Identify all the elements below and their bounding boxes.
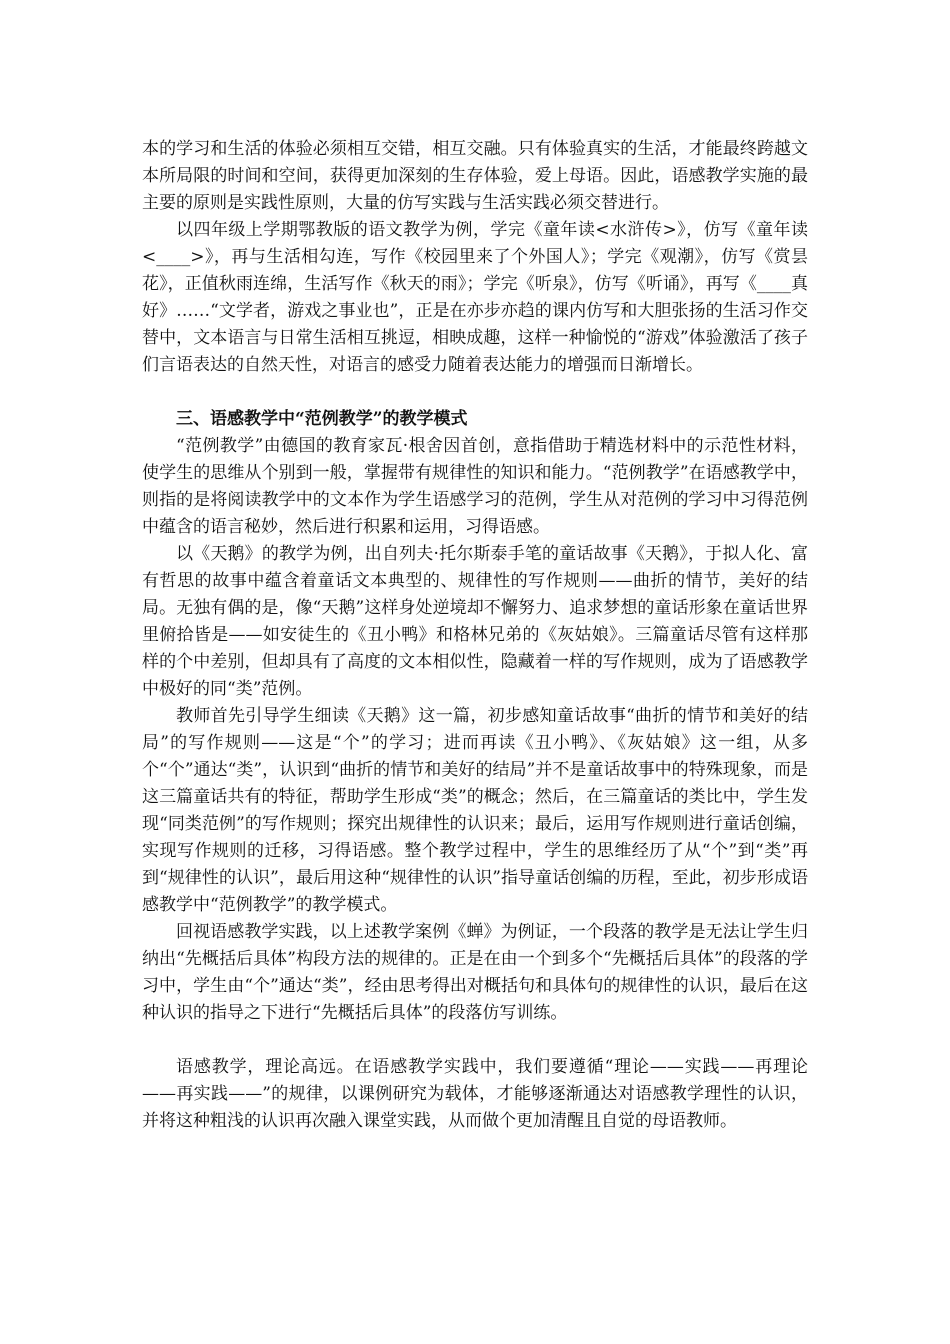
paragraph-exemplar-definition: “范例教学”由德国的教育家瓦·根舍因首创，意指借助于精选材料中的示范性材料，使学生的思维从个别到一般，掌握带有规律性的知识和能力。“范例教学”在语感教学中，则指的是将阅读教学中的文本作为学生语感学习的范例，学生从对范例的学习中习得范例中蕴含的语言秘妙，然后进行积累和运用，习得语感。: [142, 436, 808, 537]
document-page: [142, 136, 808, 1135]
paragraph-imitation-example: 以四年级上学期鄂教版的语文教学为例，学完《童年读<水浒传>》，仿写《童年读<____>》，再与生活相勾连，写作《校园里来了个外国人》；学完《观潮》，仿写《赏昙花》，正值秋雨连绵，生活写作《秋天的雨》；学完《听泉》，仿写《听诵》，再写《____真好》……“文学者，游戏之事业也”，正是在亦步亦趋的课内仿写和大胆张扬的生活习作交替中，文本语言与日常生活相互挑逗，相映成趣，这样一种愉悦的“游戏”体验激活了孩子们言语表达的自然天性，对语言的感受力随着表达能力的增强而日渐增长。: [142, 220, 808, 375]
paragraph-teaching-process: 教师首先引导学生细读《天鹅》这一篇，初步感知童话故事“曲折的情节和美好的结局”的写作规则——这是“个”的学习；进而再读《丑小鸭》、《灰姑娘》这一组，从多个“个”通达“类”，认识到“曲折的情节和美好的结局”并不是童话故事中的特殊现象，而是这三篇童话共有的特征，帮助学生形成“类”的概念；然后，在三篇童话的类比中，学生发现“同类范例”的写作规则；探究出规律性的认识来；最后，运用写作规则进行童话创编，实现写作规则的迁移，习得语感。整个教学过程中，学生的思维经历了从“个”到“类”再到“规律性的认识”，最后用这种“规律性的认识”指导童话创编的历程，至此，初步形成语感教学中“范例教学”的教学模式。: [142, 706, 808, 915]
paragraph-review: 回视语感教学实践，以上述教学案例《蝉》为例证，一个段落的教学是无法让学生归纳出“先概括后具体”构段方法的规律的。正是在由一个到多个“先概括后具体”的段落的学习中，学生由“个”通达“类”，经由思考得出对概括句和具体句的规律性的认识，最后在这种认识的指导之下进行“先概括后具体”的段落仿写训练。: [142, 922, 808, 1023]
paragraph-continuation: 本的学习和生活的体验必须相互交错，相互交融。只有体验真实的生活，才能最终跨越文本所局限的时间和空间，获得更加深刻的生存体验，爱上母语。因此，语感教学实施的最主要的原则是实践性原则，大量的仿写实践与生活实践必须交替进行。: [142, 139, 808, 213]
paragraph-conclusion: 语感教学，理论高远。在语感教学实践中，我们要遵循“理论——实践——再理论——再实践——”的规律，以课例研究为载体，才能够逐渐通达对语感教学理性的认识，并将这种粗浅的认识再次融入课堂实践，从而做个更加清醒且自觉的母语教师。: [142, 1057, 808, 1131]
paragraph-swan-example: 以《天鹅》的教学为例，出自列夫·托尔斯泰手笔的童话故事《天鹅》，于拟人化、富有哲思的故事中蕴含着童话文本典型的、规律性的写作规则——曲折的情节，美好的结局。无独有偶的是，像“天鹅”这样身处逆境却不懈努力、追求梦想的童话形象在童话世界里俯拾皆是——如安徒生的《丑小鸭》和格林兄弟的《灰姑娘》。三篇童话尽管有这样那样的个中差别，但却具有了高度的文本相似性，隐藏着一样的写作规则，成为了语感教学中极好的同“类”范例。: [142, 544, 808, 699]
section-heading: 三、语感教学中“范例教学”的教学模式: [176, 409, 468, 429]
